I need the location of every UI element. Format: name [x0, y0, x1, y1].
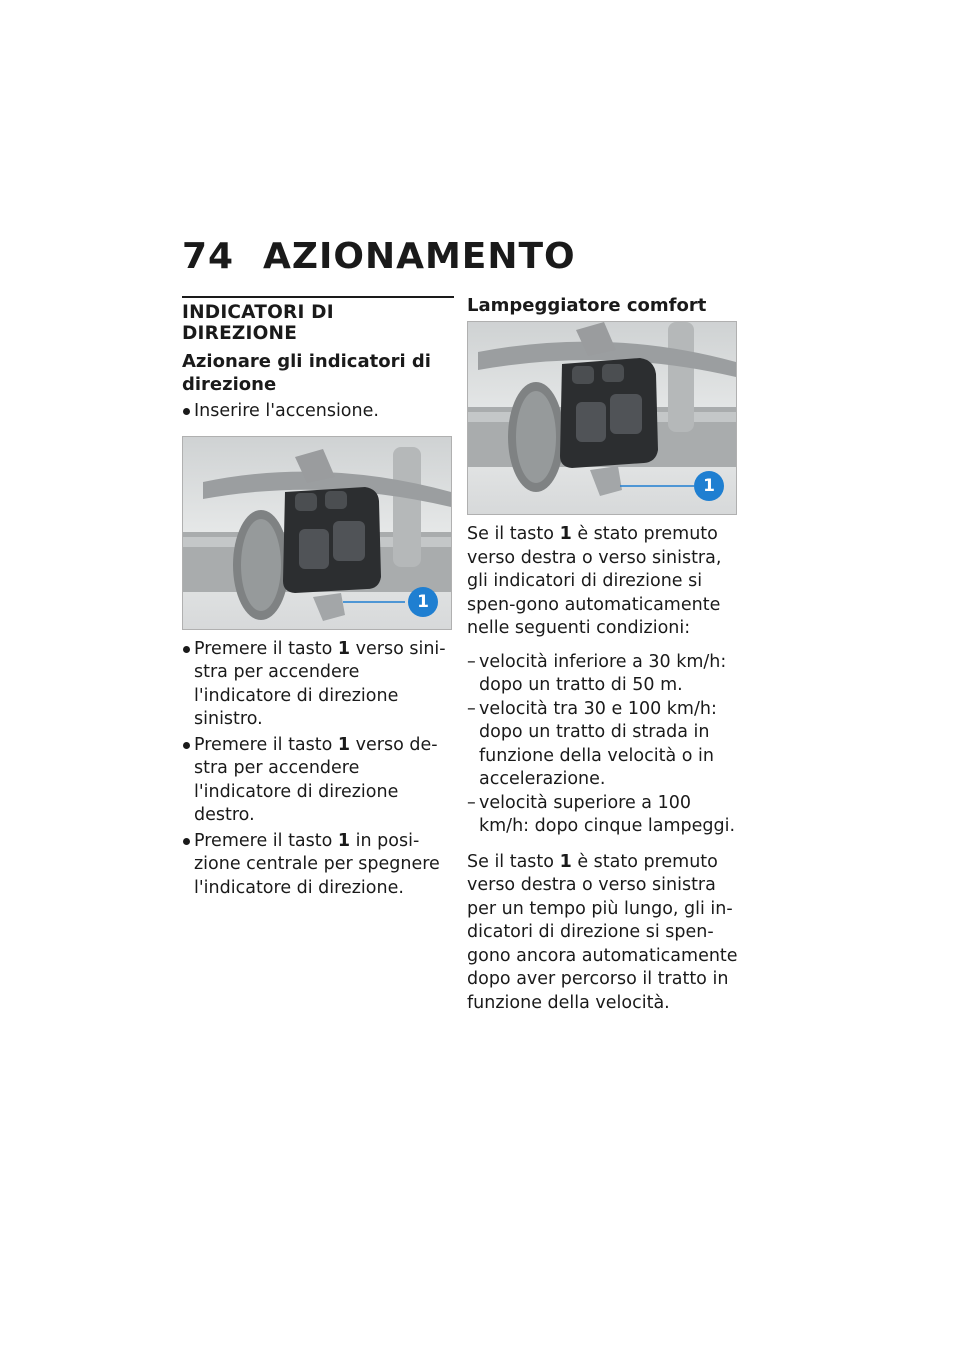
- intro-bullet: Inserire l'accensione.: [182, 400, 454, 424]
- step-item: Premere il tasto 1 verso sini-stra per accendere l'indicatore di direzione sinistro.: [182, 638, 454, 732]
- step-item: Premere il tasto 1 verso de-stra per accendere l'indicatore di direzione destro.: [182, 734, 454, 828]
- section-divider: [182, 296, 454, 298]
- condition-item: – velocità inferiore a 30 km/h: dopo un tratto di 50 m.: [467, 651, 739, 698]
- switch-figure-right: [467, 321, 737, 515]
- subsection-title: Azionare gli indicatori di direzione: [182, 351, 431, 395]
- page-number: 74: [182, 236, 235, 277]
- section-title: INDICATORI DI DIREZIONE: [182, 302, 334, 344]
- step-item: Premere il tasto 1 in posi-zione centrale per spegnere l'indicatore di direzione.: [182, 830, 454, 901]
- switch-figure-left: [182, 436, 452, 630]
- callout-badge-1: 1: [408, 587, 438, 617]
- left-column: [182, 288, 454, 902]
- subsection-title: Lampeggiatore comfort: [467, 295, 707, 316]
- callout-badge-1: 1: [694, 471, 724, 501]
- paragraph: Se il tasto 1 è stato premuto verso destra o verso sinistra, gli indicatori di direzione si spen-gono automaticamente nelle seguenti condizioni:: [467, 524, 722, 638]
- right-column: [467, 288, 739, 1025]
- condition-item: – velocità tra 30 e 100 km/h: dopo un tratto di strada in funzione della velocità o in accelerazione.: [467, 698, 739, 792]
- chapter-title: AZIONAMENTO: [263, 236, 576, 277]
- paragraph: Se il tasto 1 è stato premuto verso destra o verso sinistra per un tempo più lungo, gli in-dicatori di direzione si spen-gono ancora automaticamente dopo aver percorso il tratto in funzione della velocità.: [467, 851, 738, 1013]
- condition-item: – velocità superiore a 100 km/h: dopo cinque lampeggi.: [467, 792, 739, 839]
